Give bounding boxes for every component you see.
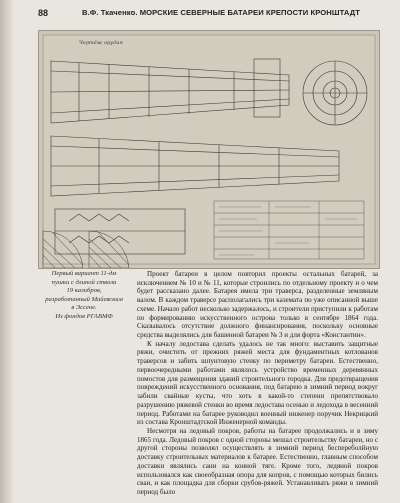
page-header (0, 0, 400, 28)
paragraph: Проект батареи в целом повторил проекты остальных батарей, за исключением № 10 и № 11, которые строились по отдельному проекту и о чем будет рассказано далее. Батарея имела три траверса, разделенные земляным валом. В каждом траверсе располагались три каземата по уже описанной выше схеме. Начало работ несколько задержалось, и строители приступили к работам по формированию искусственного острова только в сентябре 1864 года. Сказывалось отсутствие должного финансирования, поскольку основные средства выделялись для башенной батареи № 3 и для форта «Константин». (137, 270, 378, 340)
caption-line: пушки с длиной ствола (51, 278, 117, 286)
drawing-heading: Чертёж орудия (79, 40, 123, 46)
running-title: В.Ф. Ткаченко. МОРСКИЕ СЕВЕРНЫЕ БАТАРЕИ КРЕПОСТИ КРОНШТАДТ (81, 8, 360, 17)
caption-line: в Эссене. (71, 304, 97, 312)
page-number: 88 (38, 8, 49, 18)
caption-line: Первый вариант 11-дм (51, 270, 117, 277)
cannon-drawing (39, 31, 379, 268)
caption-line: 19 калибров, (66, 287, 102, 295)
figure-caption (38, 270, 130, 322)
caption-line: разработанный Майевским (45, 295, 123, 303)
page-gutter-shadow (0, 0, 14, 503)
technical-drawing-figure (38, 30, 380, 269)
paragraph: К началу ледостава сделать удалось не так много: выставить защитные ряжи, очистить от прежних ряжей места для фундаментных котлованов траверсов и забить шпунтовую стенку по периметру батареи. Естественно, первоочередными работами являлось устройство временных деревянных помостов для размещения зданий строительного городка. Для предотвращения повреждений искусственного основания, под батарею в зимний период вокруг забили свайные кусты, что хоть в какой-то степени препятствовало разрушению ряжевой стенки во время ледостава осенью и ледохода в весенний период. Работами на батарее руководил военный инженер поручик Некрицкий из состава Кронштадтской Инженерной команды. (137, 339, 378, 427)
article-body (137, 270, 378, 497)
paragraph: Несмотря на ледовый покров, работы на батарее продолжались и в зиму 1865 года. Ледовый покров с одной стороны мешал строительству батареи, но с другой стороны позволял осуществлять в зимний период беспереболйную доставку строительных материалов к батарее. Естественно, главным способом доставки являлись сани на конной тяге. Кроме того, ледяной покров использовался как своеобразная опора для копров, с помощью которых бились сваи, и как площадка для сборки срубов-ряжей. Устанавливать ряжи в зимний период было (137, 426, 378, 496)
caption-line: Из фондов РГАВМФ (55, 312, 113, 320)
